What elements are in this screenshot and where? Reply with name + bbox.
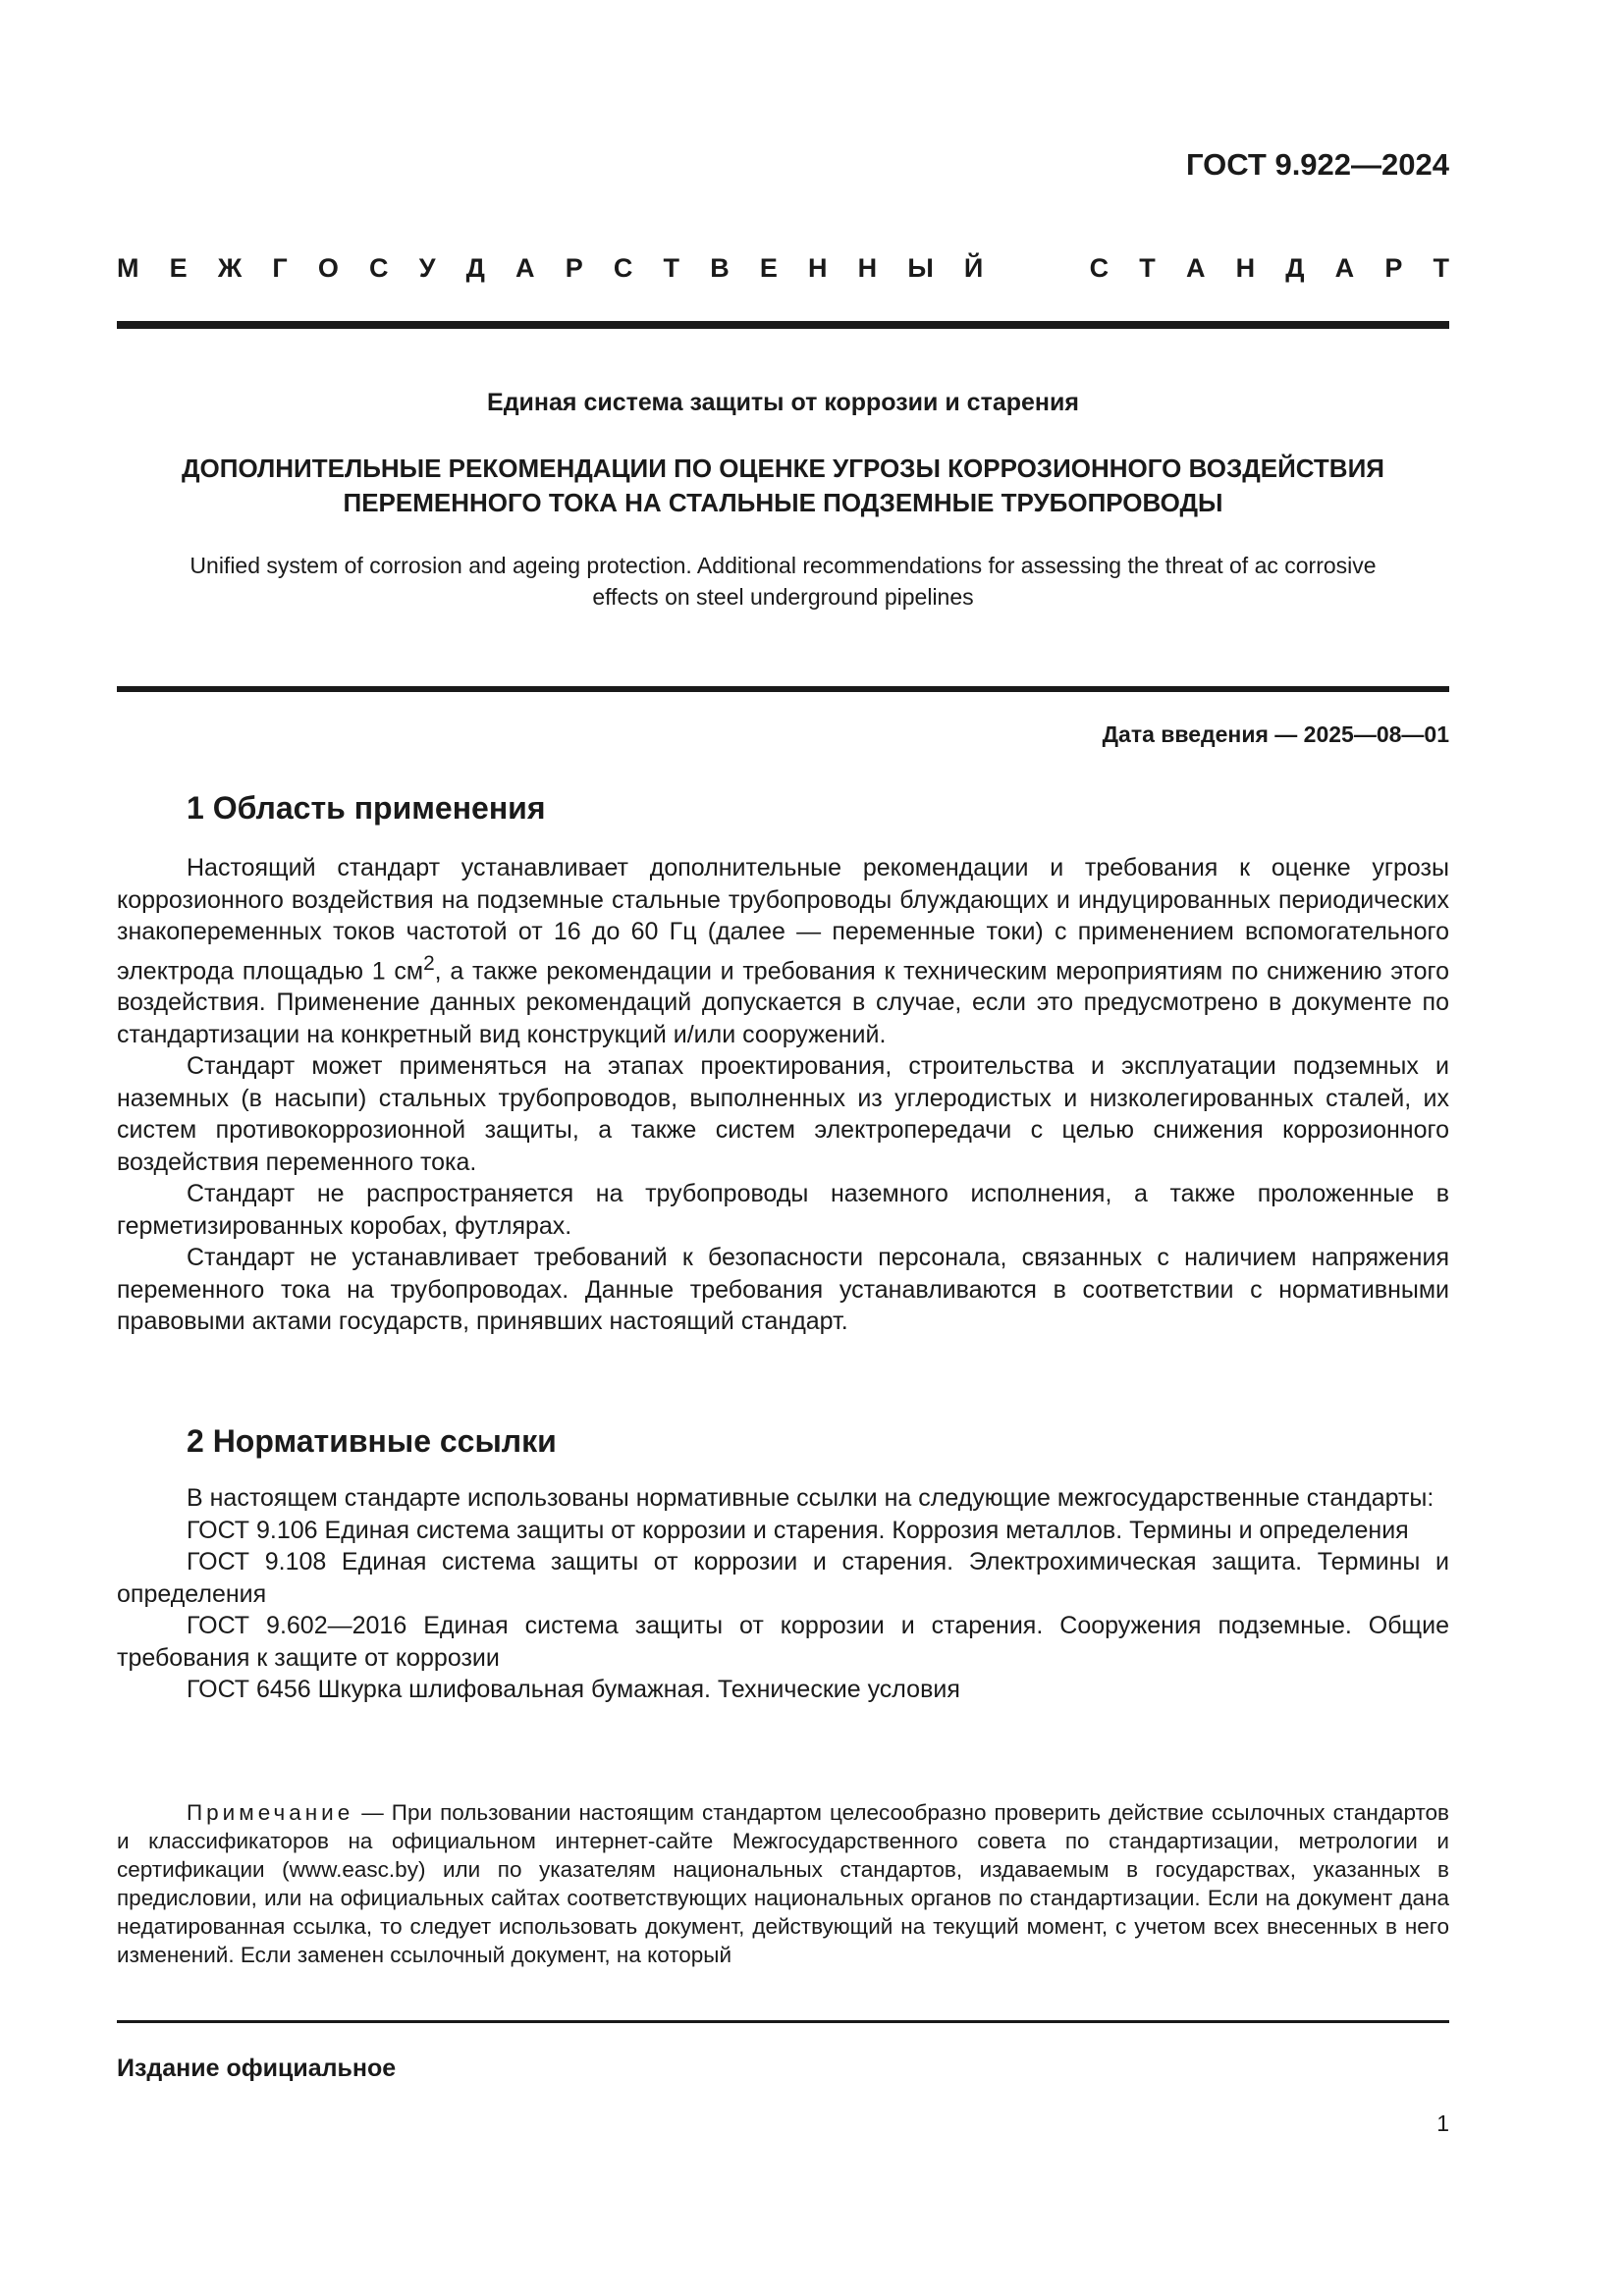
document-title-english bbox=[117, 550, 1449, 613]
note-text: — При пользовании настоящим стандартом целесообразно проверить действие ссылочных стандартов и классификаторов на официальном интернет-сайте Межгосударственного совета по стандартизации, метрологии и сертификации (www.easc.by) или по указателям национальных стандартов, издаваемым в государствах, указанных в предисловии, или на официальных сайтах соответствующих национальных органов по стандартизации. Если на документ дана недатированная ссылка, то следует использовать документ, действующий на текущий момент, с учетом всех внесенных в него изменений. Если заменен ссылочный документ, на который bbox=[117, 1800, 1449, 1967]
reference-item: ГОСТ 9.106 Единая система защиты от коррозии и старения. Коррозия металлов. Термины и определения bbox=[187, 1516, 1409, 1544]
banner-letter: А bbox=[1334, 253, 1355, 283]
banner-letter: Н bbox=[1235, 253, 1256, 283]
title-en-line: effects on steel underground pipelines bbox=[592, 584, 974, 610]
interstate-standard-banner bbox=[117, 253, 1449, 284]
section-heading-references: 2 Нормативные ссылки bbox=[187, 1423, 557, 1459]
banner-letter: С bbox=[613, 253, 633, 283]
paragraph: В настоящем стандарте использованы нормативные ссылки на следующие межгосударственные стандарты: bbox=[187, 1484, 1435, 1512]
standard-series: Единая система защиты от коррозии и старения bbox=[487, 389, 1079, 416]
paragraph: Стандарт не устанавливает требований к безопасности персонала, связанных с наличием напряжения переменного тока на трубопроводах. Данные требования устанавливаются в соответствии с нормативными правовыми актами государств, принявших настоящий стандарт. bbox=[117, 1244, 1449, 1336]
superscript: 2 bbox=[423, 951, 435, 975]
banner-letter: Ж bbox=[217, 253, 243, 283]
banner-letter: С bbox=[1089, 253, 1110, 283]
title-line: ДОПОЛНИТЕЛЬНЫЕ РЕКОМЕНДАЦИИ ПО ОЦЕНКЕ УГРОЗЫ КОРРОЗИОННОГО ВОЗДЕЙСТВИЯ bbox=[182, 454, 1384, 483]
reference-item: ГОСТ 9.108 Единая система защиты от коррозии и старения. Электрохимическая защита. Термины и определения bbox=[117, 1548, 1449, 1608]
footer-divider bbox=[117, 2020, 1449, 2023]
paragraph-text: Настоящий стандарт устанавливает дополнительные рекомендации и требования к оценке угрозы коррозионного воздействия на подземные стальные трубопроводы блуждающих и индуцированных периодических знакопеременных токов частотой от 16 до 60 Гц (далее — переменные токи) с применением вспомогательного электрода площадью 1 см bbox=[117, 854, 1449, 985]
reference-item: ГОСТ 6456 Шкурка шлифовальная бумажная. Технические условия bbox=[187, 1676, 960, 1703]
section-references-body bbox=[117, 1482, 1449, 1706]
section-heading-scope: 1 Область применения bbox=[187, 790, 546, 826]
banner-letter: Г bbox=[272, 253, 288, 283]
banner-letter: У bbox=[418, 253, 436, 283]
document-title bbox=[117, 452, 1449, 520]
reference-item: ГОСТ 9.602—2016 Единая система защиты от коррозии и старения. Сооружения подземные. Общие требования к защите от коррозии bbox=[117, 1612, 1449, 1672]
banner-letter: М bbox=[117, 253, 139, 283]
banner-letter: Е bbox=[759, 253, 778, 283]
title-divider bbox=[117, 686, 1449, 692]
title-line: ПЕРЕМЕННОГО ТОКА НА СТАЛЬНЫЕ ПОДЗЕМНЫЕ ТРУБОПРОВОДЫ bbox=[343, 488, 1223, 517]
banner-letter: Р bbox=[565, 253, 583, 283]
title-en-line: Unified system of corrosion and ageing protection. Additional recommendations for assessing the threat of ac corrosive bbox=[189, 553, 1377, 578]
banner-letter: Р bbox=[1384, 253, 1403, 283]
banner-letter: С bbox=[369, 253, 389, 283]
banner-word-gap bbox=[1013, 253, 1058, 284]
top-divider bbox=[117, 321, 1449, 329]
banner-letter: Д bbox=[465, 253, 485, 283]
paragraph-text: , а также рекомендации и требования к техническим мероприятиям по снижению этого воздействия. Применение данных рекомендаций допускается в случае, если это предусмотрено в документе по стандартизации на конкретный вид конструкций и/или сооружений. bbox=[117, 956, 1449, 1048]
banner-letter: А bbox=[515, 253, 535, 283]
introduction-date: Дата введения — 2025—08—01 bbox=[1102, 721, 1449, 747]
banner-letter: В bbox=[710, 253, 730, 283]
page-number: 1 bbox=[1436, 2110, 1449, 2136]
section-scope-body bbox=[117, 852, 1449, 1338]
banner-letter: Е bbox=[169, 253, 188, 283]
banner-letter: О bbox=[317, 253, 339, 283]
paragraph: Стандарт может применяться на этапах проектирования, строительства и эксплуатации подземных и наземных (в насыпи) стальных трубопроводов, выполненных из углеродистых и низколегированных сталей, их систем противокоррозионной защиты, а также систем электропередачи с целью снижения коррозионного воздействия переменного тока. bbox=[117, 1052, 1449, 1176]
paragraph: Стандарт не распространяется на трубопроводы наземного исполнения, а также проложенные в герметизированных коробах, футлярах. bbox=[117, 1180, 1449, 1240]
banner-letter: Н bbox=[808, 253, 828, 283]
banner-letter: Н bbox=[857, 253, 878, 283]
edition-label: Издание официальное bbox=[117, 2055, 397, 2082]
banner-letter: Т bbox=[1139, 253, 1156, 283]
banner-letter: Т bbox=[1433, 253, 1449, 283]
banner-letter: Д bbox=[1285, 253, 1305, 283]
note-label: Примечание bbox=[187, 1800, 354, 1825]
references-note bbox=[117, 1798, 1449, 1969]
banner-letter: А bbox=[1185, 253, 1206, 283]
banner-letter: Й bbox=[963, 253, 984, 283]
banner-letter: Т bbox=[663, 253, 680, 283]
banner-letter: Ы bbox=[907, 253, 934, 283]
paragraph bbox=[117, 852, 1449, 1050]
document-number: ГОСТ 9.922—2024 bbox=[1186, 147, 1449, 182]
